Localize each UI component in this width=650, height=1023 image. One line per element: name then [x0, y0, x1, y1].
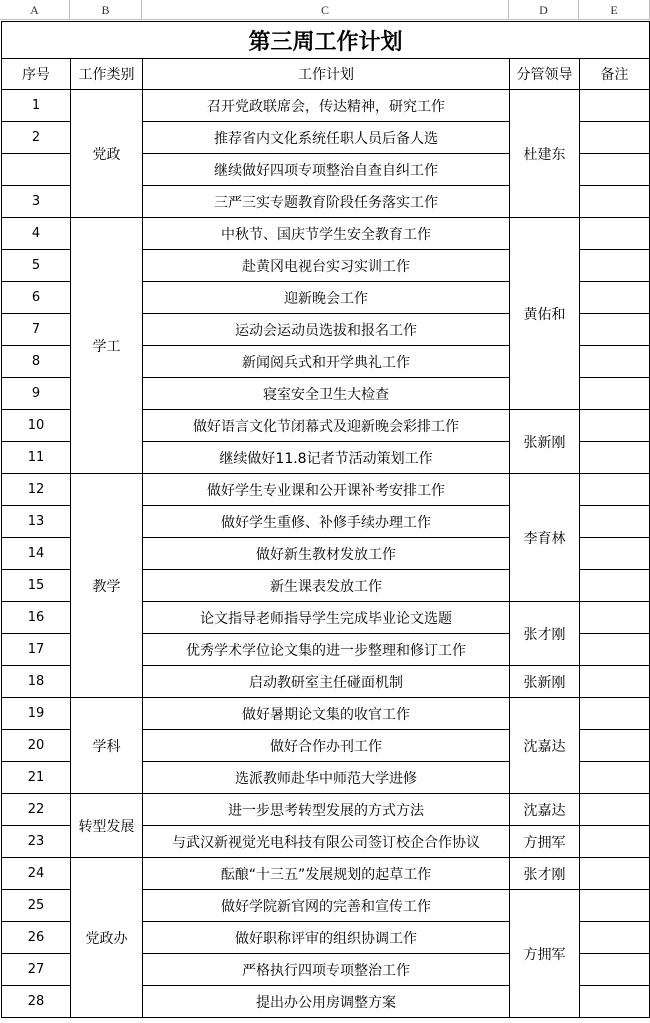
- seq-cell[interactable]: 23: [2, 826, 71, 858]
- seq-cell[interactable]: 16: [2, 602, 71, 634]
- remark-cell[interactable]: [580, 154, 650, 186]
- plan-cell[interactable]: 做好学院新官网的完善和宣传工作: [143, 890, 510, 922]
- category-cell[interactable]: 学工: [71, 218, 143, 474]
- table-row: [2, 90, 650, 122]
- seq-cell[interactable]: 14: [2, 538, 71, 570]
- seq-cell[interactable]: 1: [2, 90, 71, 122]
- leader-cell[interactable]: 张新刚: [510, 666, 580, 698]
- plan-cell[interactable]: 论文指导老师指导学生完成毕业论文选题: [143, 602, 510, 634]
- plan-cell[interactable]: 提出办公用房调整方案: [143, 986, 510, 1018]
- header-seq[interactable]: 序号: [2, 59, 71, 90]
- plan-cell[interactable]: 做好学生专业课和公开课补考安排工作: [143, 474, 510, 506]
- remark-cell[interactable]: [580, 570, 650, 602]
- plan-cell[interactable]: 做好语言文化节闭幕式及迎新晚会彩排工作: [143, 410, 510, 442]
- remark-cell[interactable]: [580, 730, 650, 762]
- table-row: [2, 218, 650, 250]
- remark-cell[interactable]: [580, 634, 650, 666]
- seq-cell[interactable]: 22: [2, 794, 71, 826]
- plan-cell[interactable]: 赴黄冈电视台实习实训工作: [143, 250, 510, 282]
- plan-cell[interactable]: 酝酿“十三五”发展规划的起草工作: [143, 858, 510, 890]
- seq-cell[interactable]: 17: [2, 634, 71, 666]
- column-header-b[interactable]: B: [70, 0, 142, 20]
- remark-cell[interactable]: [580, 666, 650, 698]
- seq-cell[interactable]: 10: [2, 410, 71, 442]
- seq-cell[interactable]: 15: [2, 570, 71, 602]
- column-header-c[interactable]: C: [142, 0, 509, 20]
- remark-cell[interactable]: [580, 346, 650, 378]
- remark-cell[interactable]: [580, 90, 650, 122]
- remark-cell[interactable]: [580, 122, 650, 154]
- remark-cell[interactable]: [580, 794, 650, 826]
- seq-cell[interactable]: 19: [2, 698, 71, 730]
- seq-cell[interactable]: 27: [2, 954, 71, 986]
- plan-cell[interactable]: 运动会运动员选拔和报名工作: [143, 314, 510, 346]
- remark-cell[interactable]: [580, 410, 650, 442]
- plan-cell[interactable]: 选派教师赴华中师范大学进修: [143, 762, 510, 794]
- remark-cell[interactable]: [580, 442, 650, 474]
- sheet-title[interactable]: 第三周工作计划: [2, 22, 650, 59]
- remark-cell[interactable]: [580, 314, 650, 346]
- remark-cell[interactable]: [580, 474, 650, 506]
- header-leader[interactable]: 分管领导: [510, 59, 580, 90]
- remark-cell[interactable]: [580, 698, 650, 730]
- seq-cell[interactable]: 5: [2, 250, 71, 282]
- plan-cell[interactable]: 做好暑期论文集的收官工作: [143, 698, 510, 730]
- remark-cell[interactable]: [580, 826, 650, 858]
- leader-cell[interactable]: 黄佑和: [510, 218, 580, 410]
- plan-cell[interactable]: 继续做好四项专项整治自查自纠工作: [143, 154, 510, 186]
- remark-cell[interactable]: [580, 858, 650, 890]
- remark-cell[interactable]: [580, 538, 650, 570]
- table-row: [2, 698, 650, 730]
- column-header-e[interactable]: E: [579, 0, 650, 20]
- seq-cell[interactable]: 8: [2, 346, 71, 378]
- remark-cell[interactable]: [580, 218, 650, 250]
- seq-cell[interactable]: 26: [2, 922, 71, 954]
- seq-cell[interactable]: 20: [2, 730, 71, 762]
- plan-cell[interactable]: 新生课表发放工作: [143, 570, 510, 602]
- plan-cell[interactable]: 推荐省内文化系统任职人员后备人选: [143, 122, 510, 154]
- seq-cell[interactable]: [2, 154, 71, 186]
- remark-cell[interactable]: [580, 986, 650, 1018]
- leader-cell[interactable]: 杜建东: [510, 90, 580, 218]
- seq-cell[interactable]: 13: [2, 506, 71, 538]
- table-row: [2, 474, 650, 506]
- leader-cell[interactable]: 方拥军: [510, 826, 580, 858]
- seq-cell[interactable]: 21: [2, 762, 71, 794]
- column-header-a[interactable]: A: [0, 0, 70, 20]
- table-row: [2, 794, 650, 826]
- remark-cell[interactable]: [580, 602, 650, 634]
- remark-cell[interactable]: [580, 506, 650, 538]
- column-header-d[interactable]: D: [509, 0, 579, 20]
- header-plan[interactable]: 工作计划: [143, 59, 510, 90]
- leader-cell[interactable]: 张才刚: [510, 602, 580, 666]
- leader-cell[interactable]: 沈嘉达: [510, 698, 580, 794]
- leader-cell[interactable]: 李育林: [510, 474, 580, 602]
- category-cell[interactable]: 学科: [71, 698, 143, 794]
- plan-cell[interactable]: 做好合作办刊工作: [143, 730, 510, 762]
- seq-cell[interactable]: 9: [2, 378, 71, 410]
- plan-cell[interactable]: 做好新生教材发放工作: [143, 538, 510, 570]
- remark-cell[interactable]: [580, 954, 650, 986]
- remark-cell[interactable]: [580, 922, 650, 954]
- work-plan-table: [1, 21, 650, 1018]
- table-row: [2, 858, 650, 890]
- seq-cell[interactable]: 4: [2, 218, 71, 250]
- remark-cell[interactable]: [580, 250, 650, 282]
- seq-cell[interactable]: 25: [2, 890, 71, 922]
- plan-cell[interactable]: 做好学生重修、补修手续办理工作: [143, 506, 510, 538]
- plan-cell[interactable]: 做好职称评审的组织协调工作: [143, 922, 510, 954]
- plan-cell[interactable]: 严格执行四项专项整治工作: [143, 954, 510, 986]
- remark-cell[interactable]: [580, 378, 650, 410]
- leader-cell[interactable]: 张才刚: [510, 858, 580, 890]
- leader-cell[interactable]: 方拥军: [510, 890, 580, 1018]
- remark-cell[interactable]: [580, 282, 650, 314]
- remark-cell[interactable]: [580, 762, 650, 794]
- remark-cell[interactable]: [580, 186, 650, 218]
- seq-cell[interactable]: 6: [2, 282, 71, 314]
- seq-cell[interactable]: 12: [2, 474, 71, 506]
- seq-cell[interactable]: 28: [2, 986, 71, 1018]
- seq-cell[interactable]: 24: [2, 858, 71, 890]
- plan-cell[interactable]: 启动教研室主任碰面机制: [143, 666, 510, 698]
- seq-cell[interactable]: 7: [2, 314, 71, 346]
- leader-cell[interactable]: 张新刚: [510, 410, 580, 474]
- plan-cell[interactable]: 寝室安全卫生大检查: [143, 378, 510, 410]
- plan-cell[interactable]: 召开党政联席会，传达精神，研究工作: [143, 90, 510, 122]
- category-cell[interactable]: 转型发展: [71, 794, 143, 858]
- header-category[interactable]: 工作类别: [71, 59, 143, 90]
- column-header-bar: [0, 0, 650, 20]
- seq-cell[interactable]: 2: [2, 122, 71, 154]
- category-cell[interactable]: 教学: [71, 474, 143, 698]
- seq-cell[interactable]: 18: [2, 666, 71, 698]
- plan-cell[interactable]: 继续做好11.8记者节活动策划工作: [143, 442, 510, 474]
- plan-cell[interactable]: 中秋节、国庆节学生安全教育工作: [143, 218, 510, 250]
- plan-cell[interactable]: 进一步思考转型发展的方式方法: [143, 794, 510, 826]
- plan-cell[interactable]: 新闻阅兵式和开学典礼工作: [143, 346, 510, 378]
- plan-cell[interactable]: 与武汉新视觉光电科技有限公司签订校企合作协议: [143, 826, 510, 858]
- seq-cell[interactable]: 3: [2, 186, 71, 218]
- category-cell[interactable]: 党政: [71, 90, 143, 218]
- leader-cell[interactable]: 沈嘉达: [510, 794, 580, 826]
- remark-cell[interactable]: [580, 890, 650, 922]
- plan-cell[interactable]: 迎新晚会工作: [143, 282, 510, 314]
- plan-cell[interactable]: 优秀学术学位论文集的进一步整理和修订工作: [143, 634, 510, 666]
- category-cell[interactable]: 党政办: [71, 858, 143, 1018]
- header-remark[interactable]: 备注: [580, 59, 650, 90]
- seq-cell[interactable]: 11: [2, 442, 71, 474]
- plan-cell[interactable]: 三严三实专题教育阶段任务落实工作: [143, 186, 510, 218]
